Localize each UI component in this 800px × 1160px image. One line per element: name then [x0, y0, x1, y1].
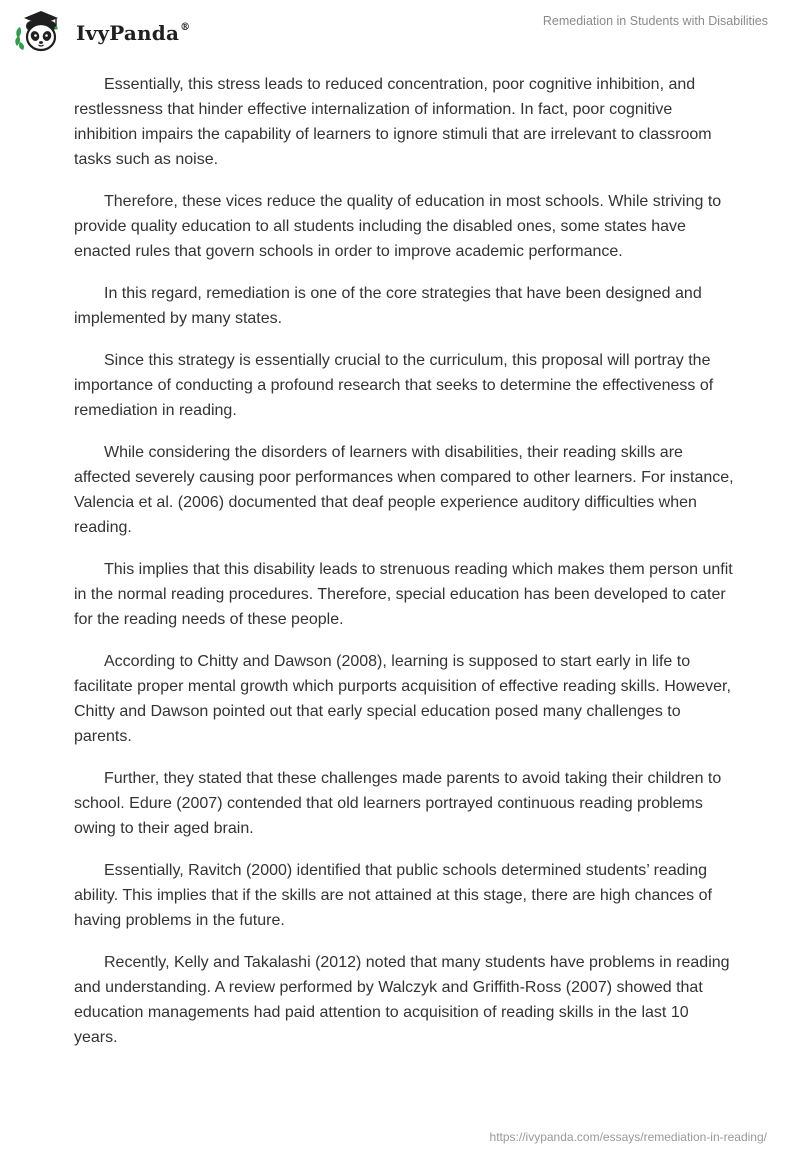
paragraph: According to Chitty and Dawson (2008), learning is supposed to start early in life to facilitate proper mental growth which purports acquisition of effective reading skills. However, Chitty and Dawson pointed out that early special education posed many challenges to parents. — [74, 653, 731, 745]
paragraph: Essentially, this stress leads to reduced concentration, poor cognitive inhibition, and restlessness that hinder effective internalization of information. In fact, poor cognitive inhibition impairs the capability of learners to ignore stimuli that are irrelevant to classroom tasks such as noise. — [74, 76, 712, 168]
paragraph: Recently, Kelly and Takalashi (2012) noted that many students have problems in reading and understanding. A review performed by Walczyk and Griffith-Ross (2007) showed that education managements had paid attention to acquisition of reading skills in the last 10 years. — [74, 954, 730, 1046]
paragraph: Further, they stated that these challenges made parents to avoid taking their children to school. Edure (2007) contended that old learners portrayed continuous reading problems owing to their aged brain. — [74, 770, 722, 837]
essay-body — [74, 72, 734, 1067]
registered-mark: ® — [180, 22, 191, 34]
paragraph: While considering the disorders of learners with disabilities, their reading skills are affected severely causing poor performances when compared to other learners. For instance, Valencia et al. (2006) documented that deaf people experience auditory difficulties when reading. — [74, 444, 734, 536]
panda-graduate-icon — [14, 8, 66, 54]
source-url-link[interactable]: https://ivypanda.com/essays/remediation-in-reading/ — [489, 1130, 767, 1144]
ivypanda-logo[interactable] — [14, 8, 224, 54]
paragraph: In this regard, remediation is one of the core strategies that have been designed and implemented by many states. — [74, 285, 702, 327]
document-title: Remediation in Students with Disabilities — [542, 14, 768, 28]
brand-text: IvyPanda — [76, 21, 180, 45]
paragraph: Essentially, Ravitch (2000) identified that public schools determined students’ reading ability. This implies that if the skills are not attained at this stage, there are high chances of having problems in the future. — [74, 862, 712, 929]
paragraph: This implies that this disability leads to strenuous reading which makes them person unfit in the normal reading procedures. Therefore, special education has been developed to cater for the reading needs of these people. — [74, 561, 733, 628]
brand-name — [76, 21, 190, 45]
paragraph: Therefore, these vices reduce the quality of education in most schools. While striving to provide quality education to all students including the disabled ones, some states have enacted rules that govern schools in order to improve academic performance. — [74, 193, 722, 260]
page-header — [0, 0, 800, 60]
paragraph: Since this strategy is essentially crucial to the curriculum, this proposal will portray the importance of conducting a profound research that seeks to determine the effectiveness of remediation in reading. — [74, 352, 714, 419]
